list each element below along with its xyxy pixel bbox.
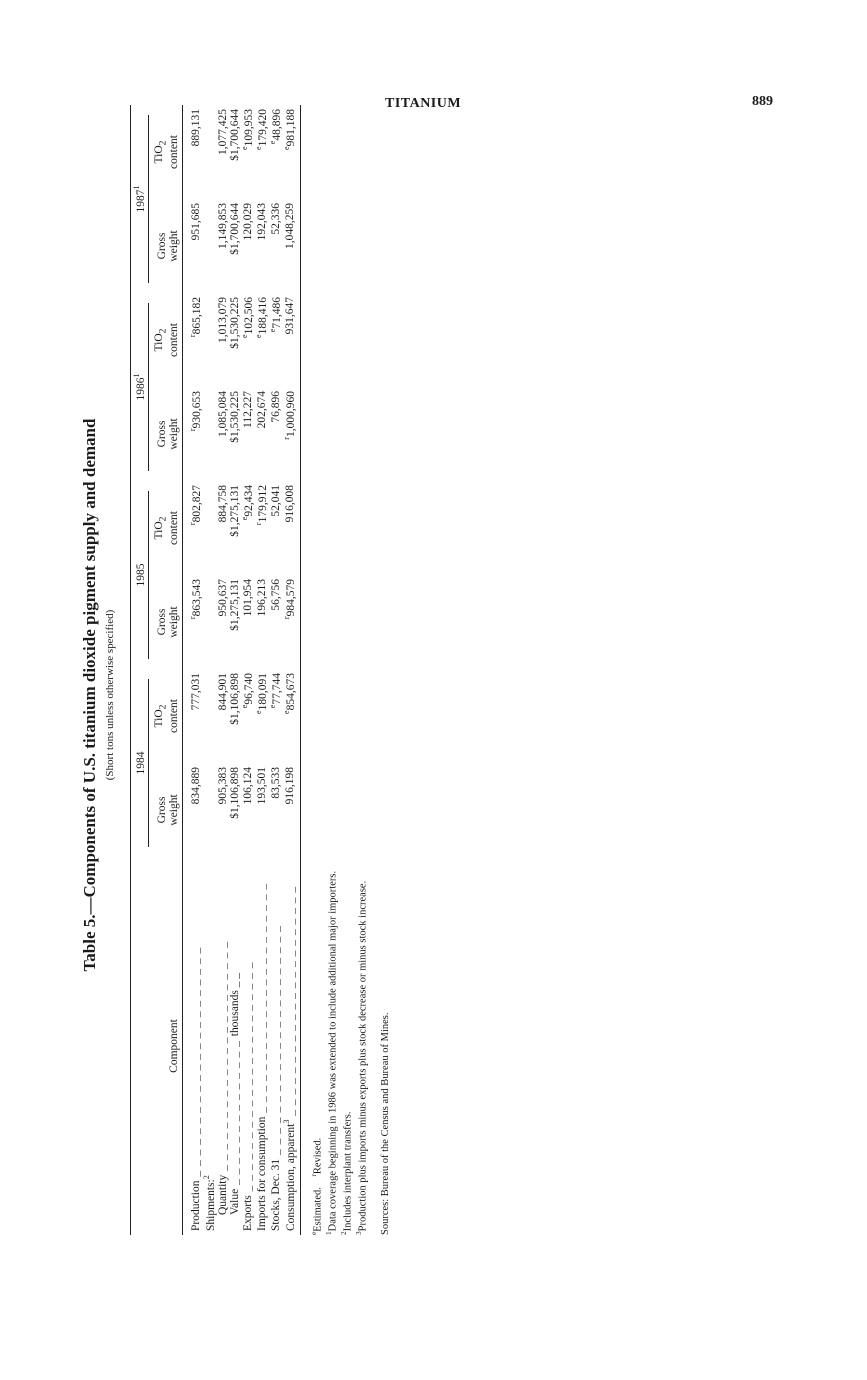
table-row <box>241 105 255 1235</box>
year-header: 1987$^1$ <box>131 105 151 293</box>
value-cell: 1,077,425 <box>217 109 230 155</box>
row-label: Value _ _ _ _ _ _ _ _ _ _ _ _ _ _ thousands _ _ <box>229 972 242 1215</box>
value-cell: $^e$96,740 <box>240 673 256 709</box>
value-cell: $^r$179,912 <box>254 485 269 526</box>
value-cell: 193,501 <box>256 767 268 805</box>
value-cell: 884,758 <box>217 485 230 523</box>
value-cell: $^r$802,827 <box>188 485 204 526</box>
value-cell: $^r$863,543 <box>188 579 204 620</box>
value-cell: 1,085,084 <box>217 391 230 437</box>
value-cell: $^e$102,506 <box>240 297 256 338</box>
value-cell: 83,533 <box>269 767 282 799</box>
footnote-text: Production plus imports minus exports plus stock decrease or minus stock increase. <box>357 880 369 1232</box>
value-cell: $1,106,898 <box>229 767 242 819</box>
value-cell: $^r$930,653 <box>188 391 204 432</box>
value-cell: $^e$188,416 <box>254 297 269 338</box>
value-cell: 112,227 <box>242 391 255 428</box>
table-row <box>283 105 300 1235</box>
footnote-text: Includes interplant transfers. <box>342 1111 354 1232</box>
value-cell <box>203 293 217 387</box>
footnote: $^3$Production plus imports minus exports plus stock decrease or minus stock increase. <box>354 880 369 1235</box>
value-cell: 52,336 <box>269 203 282 235</box>
row-label: Consumption, apparent$^3$ _ _ _ _ _ _ _ _ _ _ _ _ _ _ _ _ _ _ _ _ _ _ <box>283 857 300 1235</box>
value-cell: 950,637 <box>217 579 230 617</box>
table-row <box>217 105 229 1235</box>
value-cell: 76,896 <box>269 391 282 423</box>
footnote: $^e$Estimated. $^r$Revised. <box>309 1137 324 1235</box>
gross-weight-header: Gross weight <box>151 199 183 293</box>
table-row <box>229 105 241 1235</box>
value-cell <box>203 575 217 669</box>
footnote: $^1$Data coverage beginning in 1986 was extended to include additional major importers. <box>324 870 339 1235</box>
component-header: Component <box>131 857 183 1235</box>
running-title: TITANIUM <box>385 96 462 111</box>
value-cell: $^e$48,896 <box>267 109 283 145</box>
value-cell: 101,954 <box>242 579 255 617</box>
value-cell: $^r$1,000,960 <box>283 387 300 481</box>
value-cell: 951,685 <box>190 203 203 241</box>
value-cell: $^r$865,182 <box>188 297 204 338</box>
gross-weight-header: Gross weight <box>151 575 183 669</box>
value-cell: $^e$981,188 <box>283 105 300 199</box>
value-cell <box>203 669 217 763</box>
row-label: Exports _ _ _ _ _ _ _ _ _ _ _ _ _ _ _ _ _ _ _ _ _ _ <box>242 961 255 1231</box>
value-cell: 52,041 <box>269 485 282 517</box>
value-cell: 1,048,259 <box>283 199 300 293</box>
value-cell: 120,029 <box>242 203 255 241</box>
footnote: $^2$Includes interplant transfers. <box>339 1111 354 1235</box>
tio2-content-header: TiO$_2$ content <box>151 481 183 575</box>
table-row <box>269 105 283 1235</box>
table-subtitle: (Short tons unless otherwise specified) <box>104 609 116 781</box>
row-label: Imports for consumption _ _ _ _ _ _ _ _ _ _ _ _ _ _ _ _ _ _ _ _ _ _ <box>256 882 268 1231</box>
value-cell: $^e$180,091 <box>254 673 269 714</box>
value-cell <box>203 199 217 293</box>
value-cell <box>203 105 217 199</box>
value-cell: 834,889 <box>190 767 203 805</box>
value-cell: $^e$854,673 <box>283 669 300 763</box>
value-cell <box>203 387 217 481</box>
row-label: Quantity _ _ _ _ _ _ _ _ _ _ _ _ _ _ _ _ _ _ _ _ _ _ <box>217 941 230 1215</box>
footnotes <box>310 135 393 1235</box>
value-cell: $^e$71,486 <box>267 297 283 333</box>
row-label: Shipments:$^2$ <box>202 1175 218 1231</box>
data-table <box>130 105 301 1235</box>
rotated-table-block <box>80 95 410 1295</box>
value-cell: $1,700,644 <box>229 109 242 161</box>
value-cell <box>203 763 217 857</box>
value-cell: 192,043 <box>256 203 268 241</box>
row-label: Production _ _ _ _ _ _ _ _ _ _ _ _ _ _ _ _ _ _ _ _ _ _ <box>190 946 203 1231</box>
row-label: Stocks, Dec. 31 _ _ _ _ _ _ _ _ _ _ _ _ _ _ _ _ _ _ _ _ _ _ <box>269 925 282 1231</box>
value-cell: $^e$179,420 <box>254 109 269 150</box>
value-cell: 905,383 <box>217 767 230 805</box>
year-header: 1985 <box>131 481 151 669</box>
value-cell: 916,198 <box>283 763 300 857</box>
value-cell: 196,213 <box>256 579 268 617</box>
value-cell: 202,674 <box>256 391 268 429</box>
year-header: 1984 <box>131 669 151 857</box>
value-cell: $1,106,898 <box>229 673 242 725</box>
value-cell: $1,700,644 <box>229 203 242 255</box>
table-row <box>203 105 217 1235</box>
table-row <box>255 105 269 1235</box>
value-cell: $1,275,131 <box>229 485 242 537</box>
value-cell: 1,013,079 <box>217 297 230 343</box>
value-cell: $1,530,225 <box>229 391 242 443</box>
tio2-content-header: TiO$_2$ content <box>151 293 183 387</box>
value-cell: $1,275,131 <box>229 579 242 631</box>
value-cell: 844,901 <box>217 673 230 711</box>
value-cell: 931,647 <box>283 293 300 387</box>
value-cell: 1,149,853 <box>217 203 230 249</box>
value-cell: 777,031 <box>190 673 203 711</box>
value-cell: $^r$984,579 <box>283 575 300 669</box>
value-cell: $^e$109,953 <box>240 109 256 150</box>
tio2-content-header: TiO$_2$ content <box>151 669 183 763</box>
tio2-content-header: TiO$_2$ content <box>151 105 183 199</box>
value-cell: $1,530,225 <box>229 297 242 349</box>
footnote-text: Data coverage beginning in 1986 was extended to include additional major importers. <box>327 870 339 1232</box>
year-header: 1986$^1$ <box>131 293 151 481</box>
value-cell: $^e$77,744 <box>267 673 283 709</box>
table-body <box>183 105 300 1235</box>
value-cell: 889,131 <box>190 109 203 147</box>
gross-weight-header: Gross weight <box>151 763 183 857</box>
page-number: 889 <box>752 94 773 109</box>
gross-weight-header: Gross weight <box>151 387 183 481</box>
value-cell: 916,008 <box>283 481 300 575</box>
value-cell: $^e$92,434 <box>240 485 256 521</box>
table-title: Table 5.—Components of U.S. titanium dioxide pigment supply and demand <box>80 418 99 972</box>
sources-note: Sources: Bureau of the Census and Bureau of Mines. <box>380 1012 392 1235</box>
value-cell <box>203 481 217 575</box>
table-row <box>183 105 203 1235</box>
value-cell: 56,756 <box>269 579 282 611</box>
value-cell: 106,124 <box>242 767 255 805</box>
